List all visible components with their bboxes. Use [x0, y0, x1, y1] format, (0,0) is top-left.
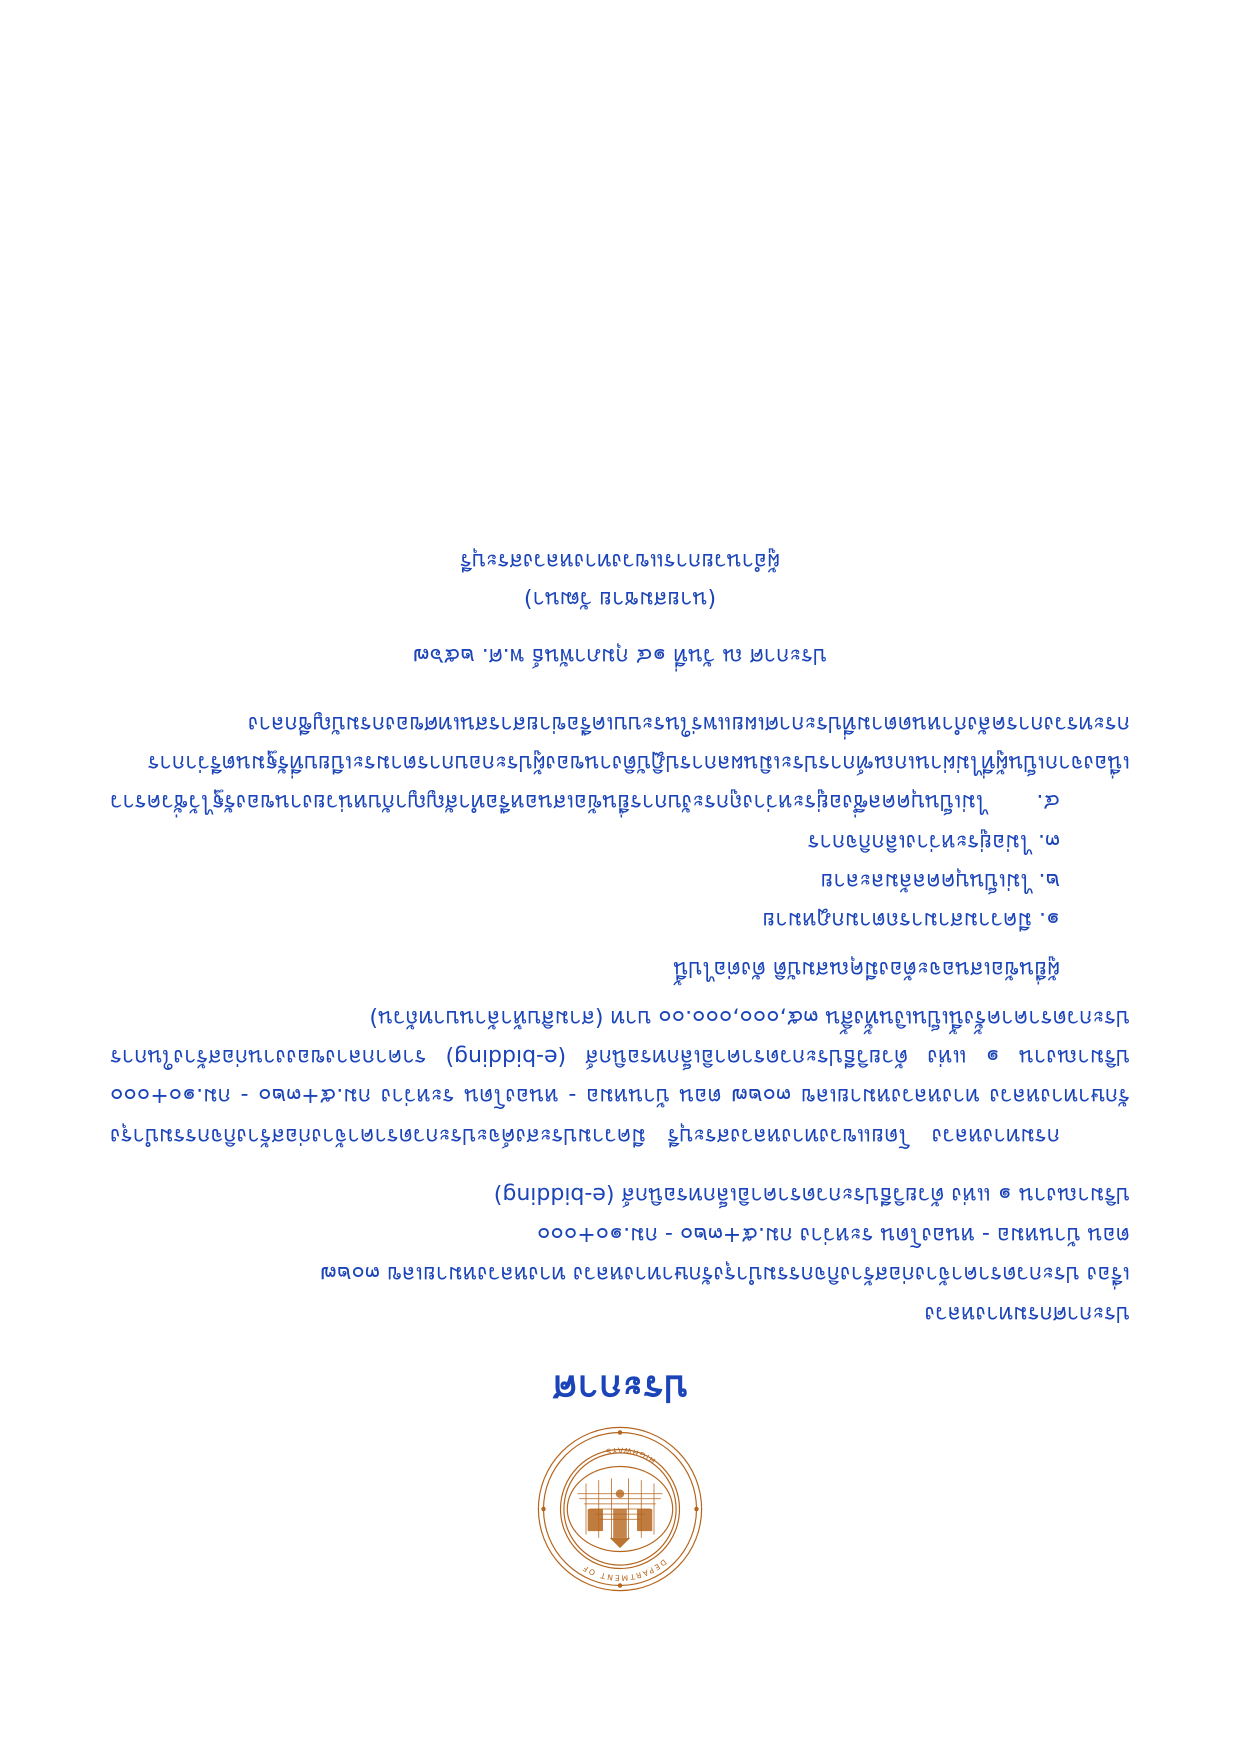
header-line-3: ตอน บ้านหมอ - หนองโดน ระหว่าง กม.๕+๓๒๐ - กม.๑๐+๐๐๐ — [537, 1221, 1130, 1247]
date-line: ประกาศ ณ วันที่ ๑๔ กุมภาพันธ์ พ.ศ. ๒๕๖๗ — [413, 642, 827, 668]
header-line-2: เรื่อง ประกวดราคาจ้างก่อสร้างกิจกรรมบำรุงรักษาทางหลวง ทางหลวงหมายเลข ๓๐๒๗ — [320, 1261, 1130, 1287]
svg-text:HIGHWAYS: HIGHWAYS — [603, 1445, 658, 1466]
seal-container — [110, 1424, 1130, 1594]
numbered-item-2: ๒. ไม่เป็นบุคคลล้มละลาย — [820, 867, 1060, 893]
numbered-item-1: ๑. มีความสามารถตามกฎหมาย — [762, 906, 1060, 932]
department-of-highways-seal-icon — [535, 1424, 705, 1594]
numbered-item-3: ๓. ไม่อยู่ระหว่างเลิกกิจการ — [807, 828, 1060, 854]
numbered-item-4: ๔. ไม่เป็นบุคคลซึ่งอยู่ระหว่างถูกระงับการยื่นข้อเสนอหรือทำสัญญากับหน่วยงานของรัฐไว้ชั่วคราว เนื่องจากเป็นผู้ที่ไม่ผ่านเกณฑ์การประเมินผลการปฏิบัติงานของผู้ประกอบการตามระเบียบที่รัฐมนตรีว่าการกระทรวงการคลังกำหนดตามที่ประกาศเผยแพร่ในระบบเครือข่ายสารสนเทศของกรมบัญชีกลาง — [110, 711, 1130, 815]
body-paragraph-2: ผู้ยื่นข้อเสนอจะต้องมีคุณสมบัติ ดังต่อไปนี้ — [673, 956, 1060, 981]
svg-text:DEPARTMENT OF: DEPARTMENT OF — [580, 1557, 669, 1583]
signature-name: (นายสมชาย วัฒนา) — [523, 585, 717, 611]
signature-position: ผู้อำนวยการแขวงทางหลวงสระบุรี — [459, 548, 781, 574]
header-line-1: ประกาศกรมทางหลวง — [924, 1301, 1130, 1326]
body-paragraph-1: กรมทางหลวง โดยแขวงทางหลวงสระบุรี มีความประสงค์จะประกวดราคาจ้างก่อสร้างกิจกรรมบำรุงรักษาทางหลวง ทางหลวงหมายเลข ๓๐๒๗ ตอน บ้านหมอ - หนองโดน ระหว่าง กม.๕+๓๒๐ - กม.๑๐+๐๐๐ ปริมาณงาน ๑ แห่ง ด้วยวิธีประกวดราคาอิเล็กทรอนิกส์ (e-bidding) ราคากลางของงานก่อสร้างในการประกวดราคาครั้งนี้เป็นเงินทั้งสิ้น ๓๕,๐๐๐,๐๐๐.๐๐ บาท (สามสิบห้าล้านบาทถ้วน) — [110, 1005, 1130, 1148]
page-title: ประกาศ — [552, 1367, 688, 1410]
header-line-4: ปริมาณงาน ๑ แห่ง ด้วยวิธีประกวดราคาอิเล็กทรอนิกส์ (e-bidding) — [493, 1182, 1130, 1208]
